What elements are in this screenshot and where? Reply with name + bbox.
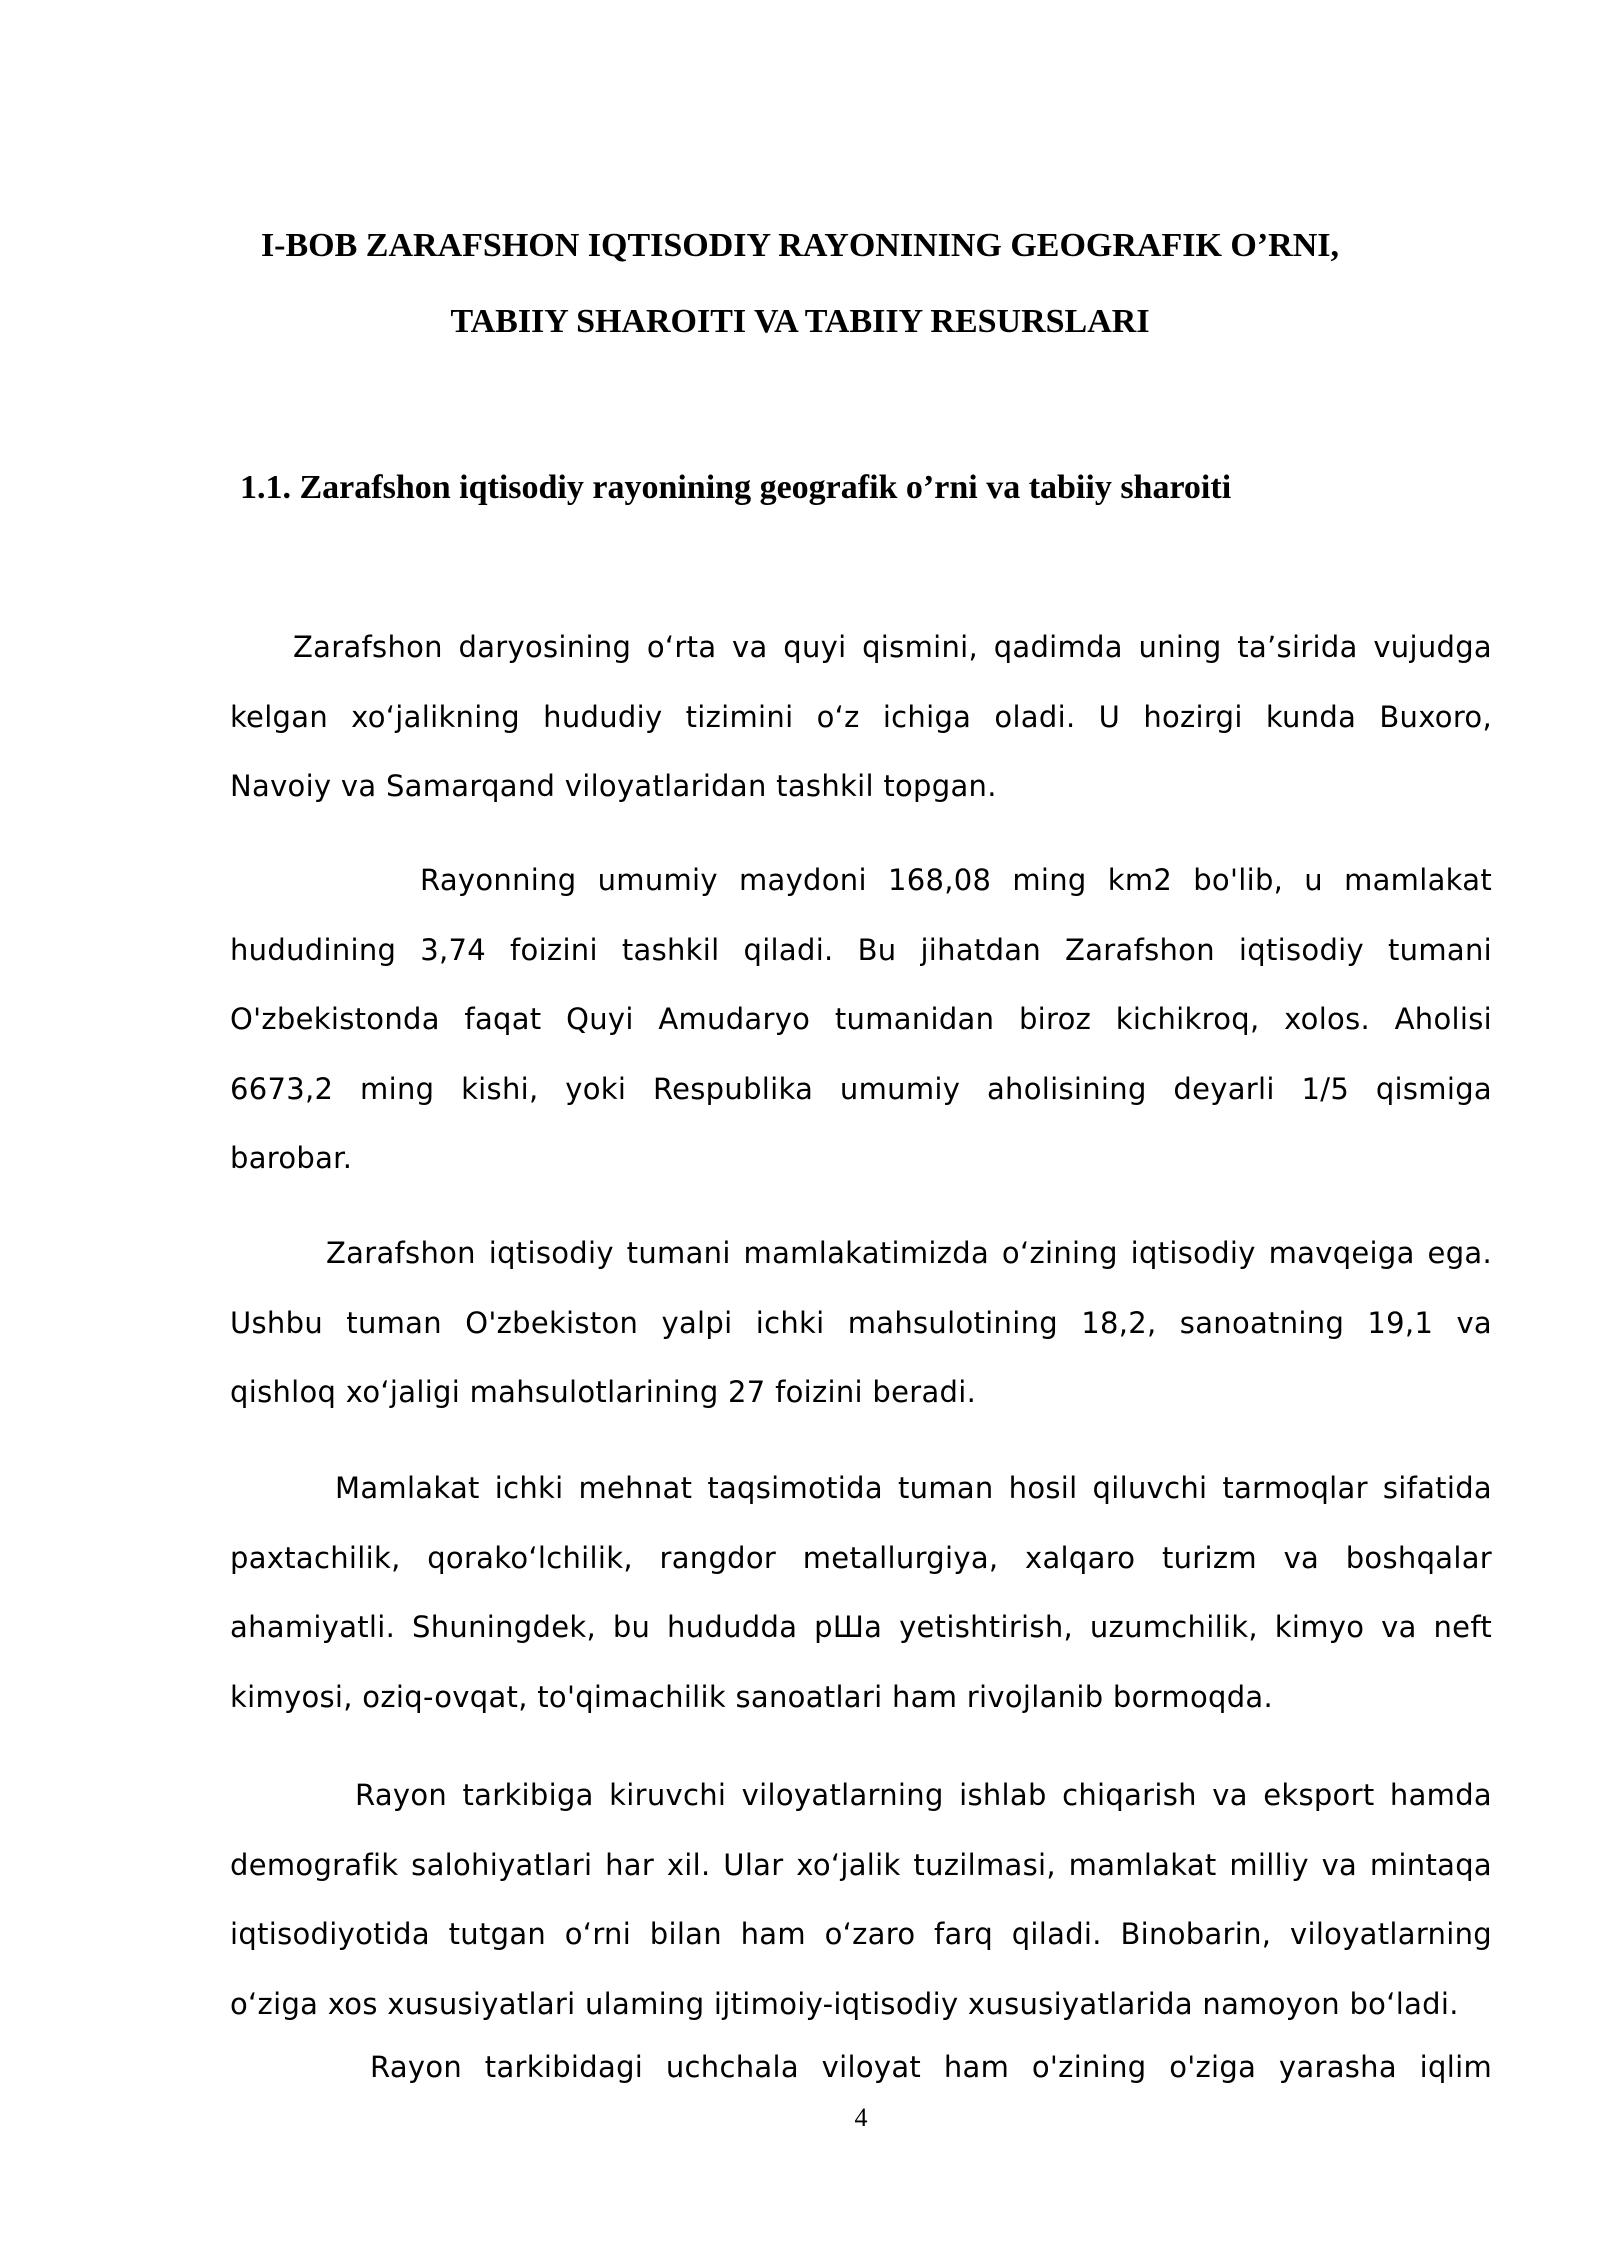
chapter-title xyxy=(230,208,1370,360)
paragraph xyxy=(230,1454,1492,1732)
paragraph-line: oʻziga xos xususiyatlari ulaming ijtimoiy-iqtisodiy xususiyatlarida namoyon boʻladi. xyxy=(230,1986,1459,2021)
paragraph xyxy=(230,1761,1492,2039)
section-title: 1.1. Zarafshon iqtisodiy rayonining geografik o’rni va tabiiy sharoiti xyxy=(240,469,1232,506)
paragraph-line: barobar. xyxy=(230,1141,353,1175)
paragraph-line: paxtachilik, qorakoʻlchilik, rangdor metallurgiya, xalqaro turizm va boshqalar xyxy=(230,1540,1492,1575)
chapter-title-line: TABIIY SHAROITI VA TABIIY RESURSLARI xyxy=(450,303,1150,340)
paragraph-line: demografik salohiyatlari har xil. Ular xoʻjalik tuzilmasi, mamlakat milliy va mintaqa xyxy=(230,1847,1492,1882)
paragraph-line: O'zbekistonda faqat Quyi Amudaryo tumanidan biroz kichikroq, xolos. Aholisi xyxy=(230,1002,1492,1036)
paragraph-line: Zarafshon daryosining oʻrta va quyi qismini, qadimda uning ta’sirida vujudga xyxy=(293,630,1492,664)
paragraph-line: Ushbu tuman O'zbekiston yalpi ichki mahsulotining 18,2, sanoatning 19,1 va xyxy=(230,1305,1492,1340)
paragraph-line: kimyosi, oziq-ovqat, to'qimachilik sanoatlari ham rivojlanib bormoqda. xyxy=(230,1679,1273,1714)
paragraph xyxy=(230,846,1492,1194)
paragraph xyxy=(230,1219,1492,1428)
paragraph-line: ahamiyatli. Shuningdek, bu hududda pШa yetishtirish, uzumchilik, kimyo va neft xyxy=(230,1610,1492,1644)
paragraph-line: iqtisodiyotida tutgan oʻrni bilan ham oʻzaro farq qiladi. Binobarin, viloyatlarning xyxy=(230,1917,1492,1951)
page-number: 4 xyxy=(854,2103,868,2132)
paragraph-line: 6673,2 ming kishi, yoki Respublika umumiy aholisining deyarli 1/5 qismiga xyxy=(230,1071,1492,1106)
paragraph-line: qishloq xoʻjaligi mahsulotlarining 27 foizini beradi. xyxy=(230,1375,977,1409)
paragraph-line: kelgan xoʻjalikning hududiy tizimini oʻz ichiga oladi. U hozirgi kunda Buxoro, xyxy=(230,699,1492,734)
paragraph-line: Navoiy va Samarqand viloyatlaridan tashkil topgan. xyxy=(230,769,997,803)
paragraph-line: hududining 3,74 foizini tashkil qiladi. Bu jihatdan Zarafshon iqtisodiy tumani xyxy=(230,932,1492,967)
paragraph-line: Rayon tarkibidagi uchchala viloyat ham o'zining o'ziga yarasha iqlim xyxy=(370,2050,1492,2084)
paragraph-line: Mamlakat ichki mehnat taqsimotida tuman hosil qiluvchi tarmoqlar sifatida xyxy=(335,1471,1492,1505)
paragraph xyxy=(230,613,1492,822)
paragraph xyxy=(230,2033,1492,2103)
paragraph-line: Zarafshon iqtisodiy tumani mamlakatimizda oʻzining iqtisodiy mavqeiga ega. xyxy=(326,1236,1492,1270)
paragraph-line: Rayon tarkibiga kiruvchi viloyatlarning ishlab chiqarish va eksport hamda xyxy=(355,1778,1492,1812)
paragraph-line: Rayonning umumiy maydoni 168,08 ming km2 bo'lib, u mamlakat xyxy=(420,863,1492,897)
chapter-title-line: I-BOB ZARAFSHON IQTISODIY RAYONINING GEOGRAFIK O’RNI, xyxy=(260,227,1340,264)
